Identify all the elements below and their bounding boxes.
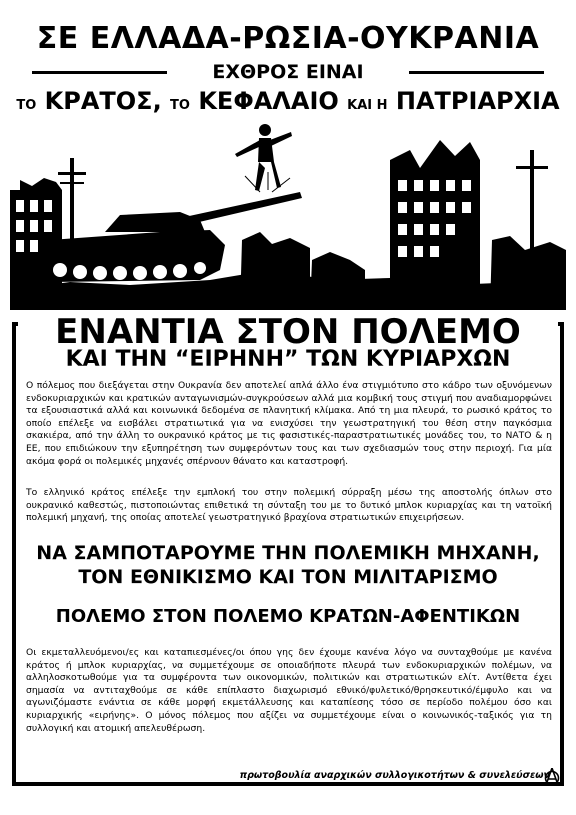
headline-word-to-2: ΤΟ	[170, 98, 190, 113]
headline-word-state: ΚΡΑΤΟΣ,	[44, 87, 162, 115]
anarchy-icon	[544, 768, 560, 786]
tightrope-figure	[235, 124, 292, 191]
footer-signature	[0, 770, 566, 781]
main-heading-text: ΕΝΑΝΤΙΑ ΣΤΟΝ ΠΟΛΕΜΟ	[49, 312, 527, 352]
ruined-building-middle	[240, 232, 310, 310]
paragraph-1: Ο πόλεμος που διεξάγεται στην Ουκρανία δεν αποτελεί απλά άλλο ένα στιγμιότυπο στο κάδρο των οξυνόμενων ενδοκυριαρχικών και κρατικών ανταγωνισμών-συγκρούσεων αλλά μια κομβική τους στιγμή που αναδιαμορφώνει τα εξουσιαστικά αλλά και κοινωνικά δεδομένα σε πλανητική κλίμακα. Από τη μια πλευρά, το ρωσικό κράτος το οποίο επέλεξε να εισβάλει στρατιωτικά για να ενισχύσει την γεωστρατηγική του θέση στην παγκόσμια σκακιέρα, από την άλλη το ουκρανικό κράτος με τις φασιστικές-παραστρατιωτικές μονάδες του, το ΝΑΤΟ & η ΕΕ, που επιδιώκουν την εξυπηρέτηση των συμφερόντων τους και των σχεδιασμών τους στην περιοχή. Για μία ακόμα φορά οι πολεμικές μηχανές σπέρνουν θάνατο και καταστροφή.	[26, 380, 552, 467]
headline-word-to-1: ΤΟ	[16, 98, 37, 113]
sub-heading: ΚΑΙ ΤΗΝ “ΕΙΡΗΝΗ” ΤΩΝ ΚΥΡΙΑΡΧΩΝ	[65, 347, 511, 372]
headline-word-patriarchy: ΠΑΤΡΙΑΡΧΙΑ	[395, 87, 560, 115]
headline-line2: ΕΧΘΡΟΣ ΕΙΝΑΙ	[212, 61, 364, 83]
slogan-war-on-war: ΠΟΛΕΜΟ ΣΤΟΝ ΠΟΛΕΜΟ ΚΡΑΤΩΝ-ΑΦΕΝΤΙΚΩΝ	[55, 606, 521, 627]
slogan-sabotage-line1: ΝΑ ΣΑΜΠΟΤΑΡΟΥΜΕ ΤΗΝ ΠΟΛΕΜΙΚΗ ΜΗΧΑΝΗ,	[36, 542, 540, 564]
signature-text: πρωτοβουλία αναρχικών συλλογικοτήτων & συνελεύσεων	[239, 770, 550, 781]
war-illustration	[10, 120, 566, 310]
headline-word-and-the: ΚΑΙ Η	[347, 98, 388, 113]
headline-line3	[0, 86, 576, 121]
slogan-sabotage	[0, 541, 576, 589]
paragraph-2: Το ελληνικό κράτος επέλεξε την εμπλοκή του στην πολεμική σύρραξη μέσω της αποστολής όπλων στο ουκρανικό καθεστώς, πιστοποιώντας επιθετικά τη σύνταξη του με το δυτικό μπλοκ κυριαρχίας και τη νατοϊκή πολεμική μηχανή, της οποίας αποτελεί γεωστρατηγικό βραχίονα στρατιωτικών επιχειρήσεων.	[26, 487, 552, 524]
tank-barrel	[180, 192, 302, 226]
headline-line2-block	[32, 60, 544, 84]
headline-word-capital: ΚΕΦΑΛΑΙΟ	[198, 87, 339, 115]
paragraph-3: Οι εκμεταλλευόμενοι/ες και καταπιεσμένες/οι όπου γης δεν έχουμε κανένα λόγο να συνταχθούμε με κανένα κράτος ή μπλοκ κυριαρχίας, να συμμετέχουμε σε οποιαδήποτε πλευρά των ενδοκυριαρχικών πολέμων, να αλληλοσκοτωθούμε για τα συμφέροντα των οικονομικών, πολιτικών και στρατιωτικών ελίτ. Αντίθετα έχει σημασία να αντιταχθούμε σε κάθε επίπλαστο διαχωρισμό εθνικό/φυλετικό/θρησκευτικό/έμφυλο και να αγωνιζόμαστε ενάντια σε κάθε μορφή εκμετάλλευσης και καταπίεσης τόσο σε περίοδο πολέμου όσο και κυριαρχικής «ειρήνης». Ο μόνος πόλεμος που αξίζει να συμμετέχουμε είναι ο κοινωνικός-ταξικός για τη συλλογική και ατομική απελευθέρωση.	[26, 647, 552, 734]
slogan-sabotage-line2: ΤΟΝ ΕΘΝΙΚΙΣΜΟ ΚΑΙ ΤΟΝ ΜΙΛΙΤΑΡΙΣΜΟ	[78, 566, 498, 588]
divider-right	[409, 71, 544, 74]
headline-line1: ΣΕ ΕΛΛΑΔΑ-ΡΩΣΙΑ-ΟΥΚΡΑΝΙΑ	[36, 21, 540, 56]
